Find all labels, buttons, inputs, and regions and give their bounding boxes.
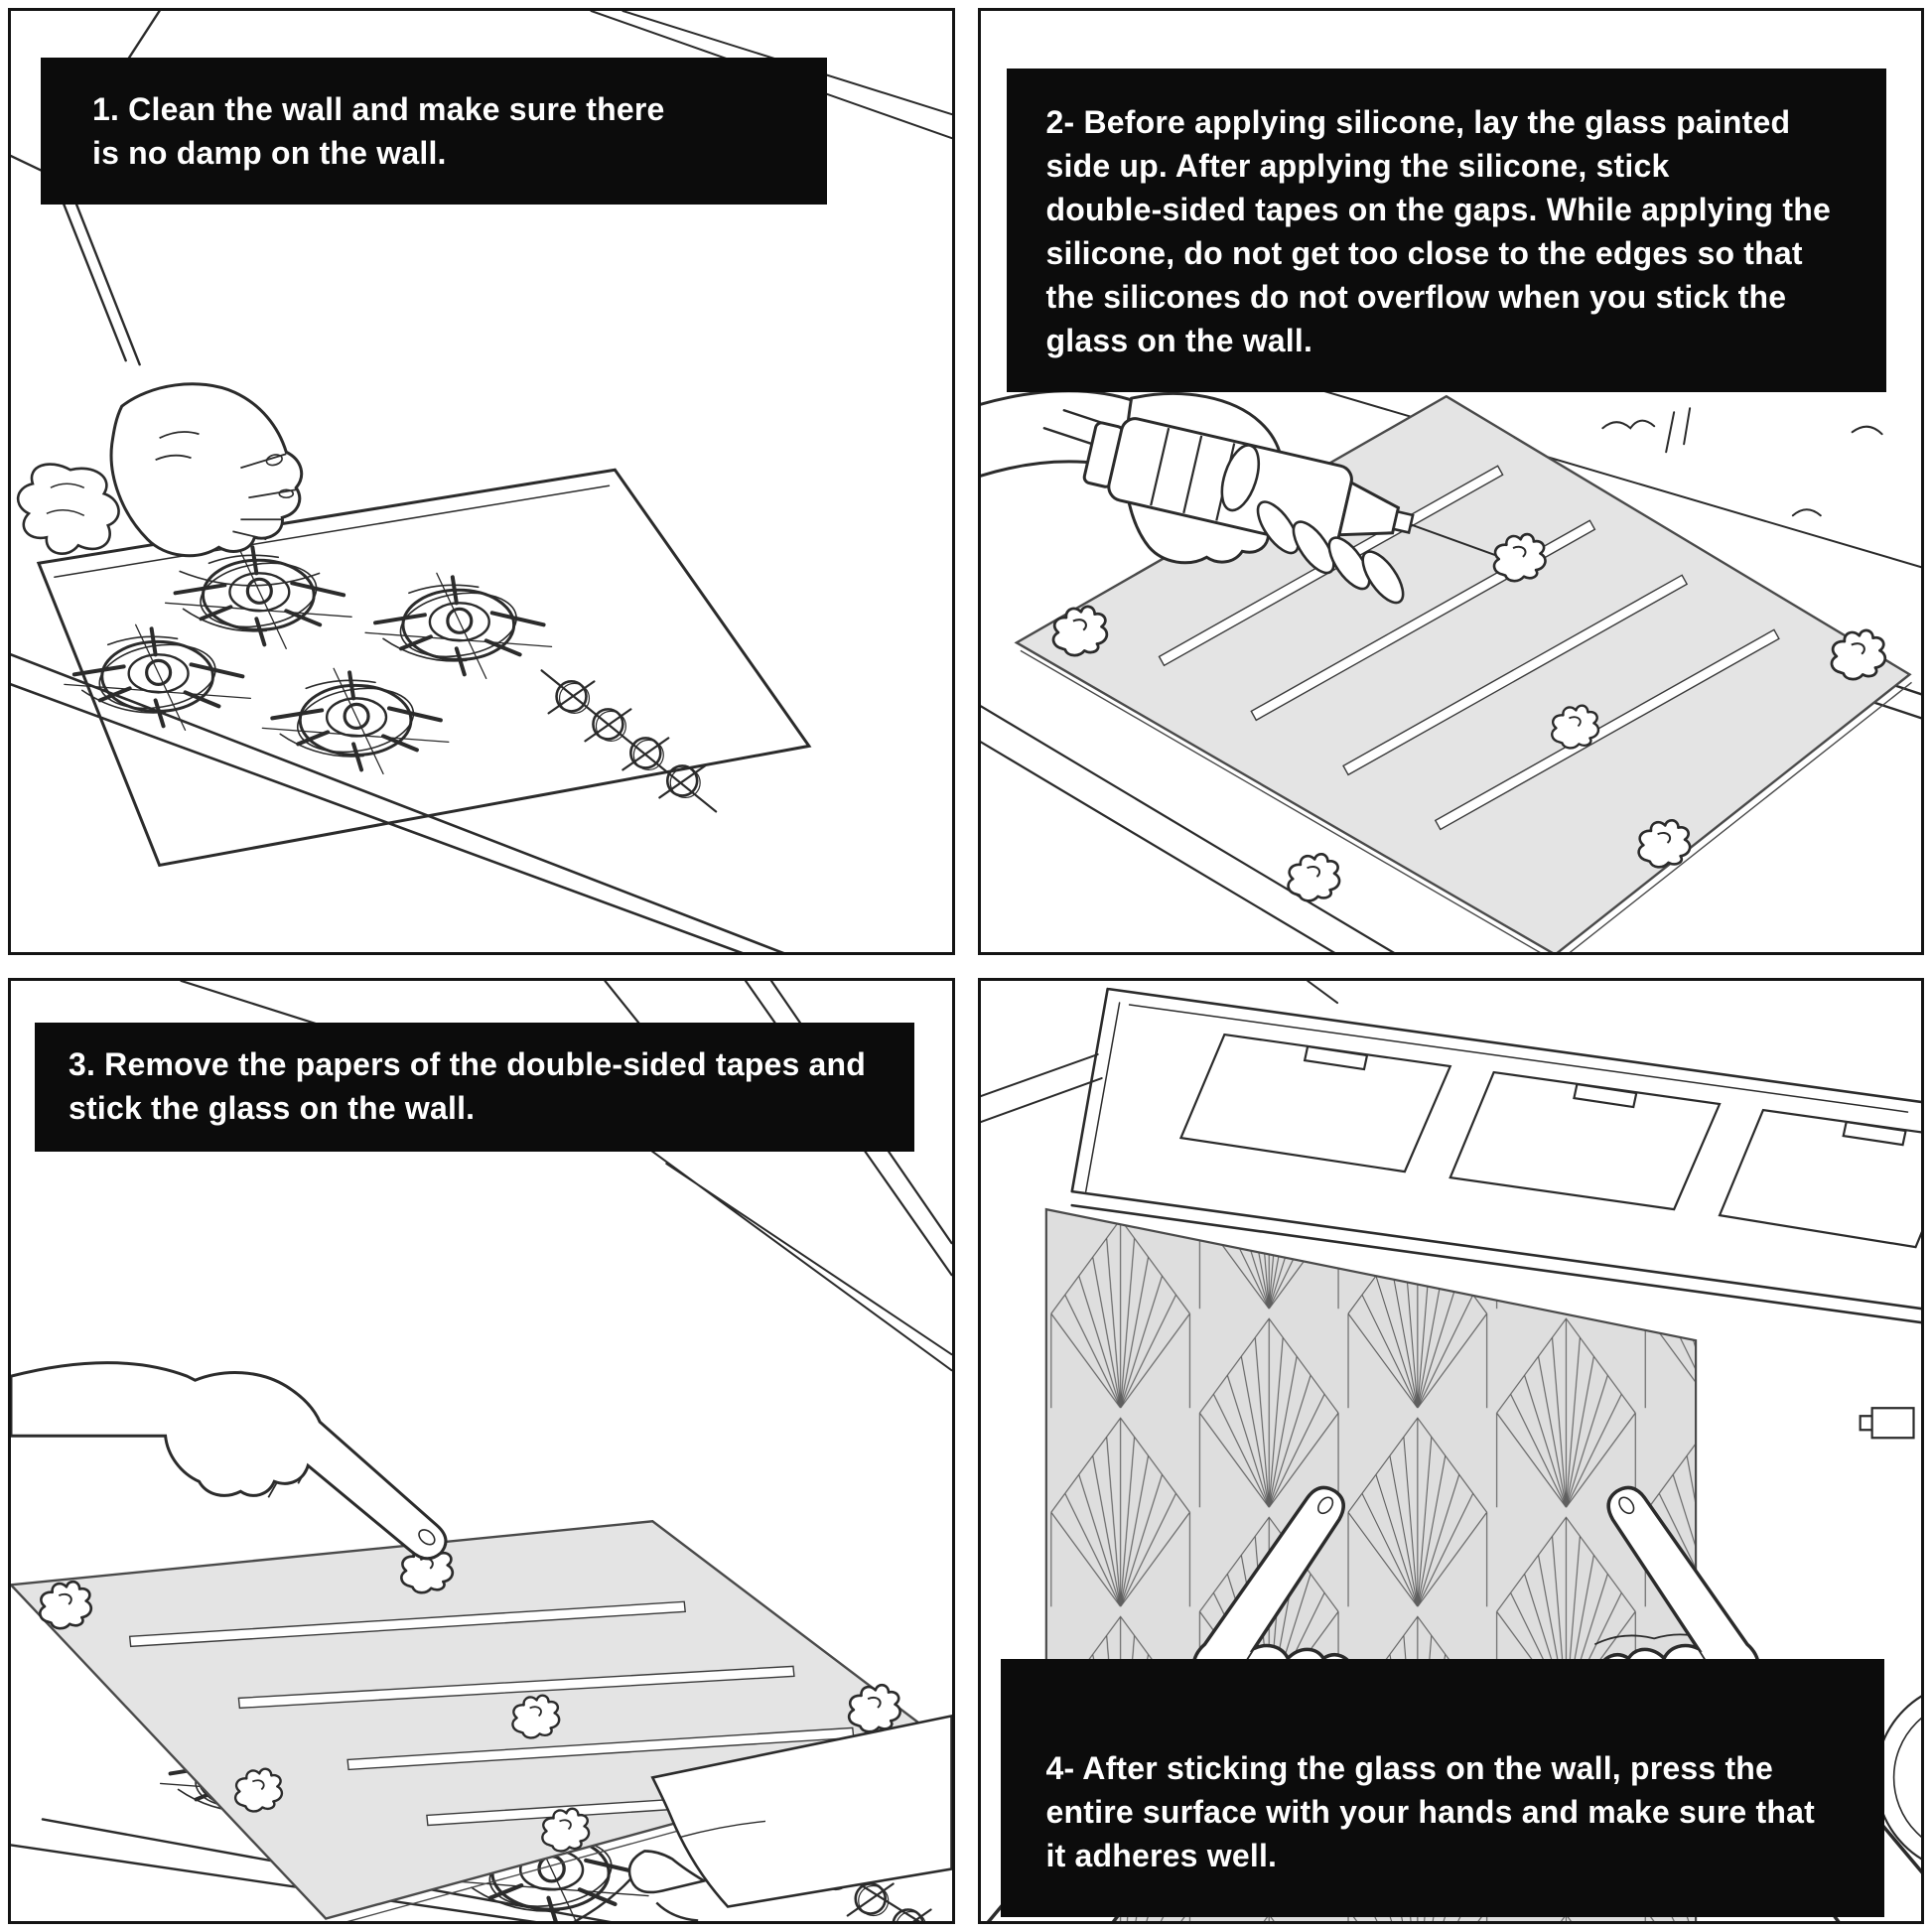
step-2-line-1: 2- Before applying silicone, lay the glass painted: [1045, 104, 1791, 140]
step-4-line-2: entire surface with your hands and make sure that: [1045, 1794, 1815, 1830]
holding-hand: [11, 1362, 446, 1558]
step-2-line-5: the silicones do not overflow when you stick the: [1045, 279, 1787, 315]
step-2-line-2: side up. After applying the silicone, stick: [1045, 148, 1670, 184]
step-2-line-4: silicone, do not get too close to the edges so that: [1045, 235, 1803, 271]
step-3-caption-box: [35, 1023, 914, 1152]
step-2-line-6: glass on the wall.: [1045, 323, 1313, 358]
panel-step-2: [978, 8, 1925, 955]
gas-stove: [11, 470, 809, 951]
step-1-line-1: 1. Clean the wall and make sure there: [92, 91, 665, 127]
panel-step-3: [8, 978, 955, 1925]
step-3-line-1: 3. Remove the papers of the double-sided tapes and: [69, 1045, 867, 1082]
panel-step-1: [8, 8, 955, 955]
step-2-caption-box: [1007, 69, 1886, 392]
step-4-line-1: 4- After sticking the glass on the wall, press the: [1045, 1750, 1774, 1786]
hood-filters: [1180, 1035, 1921, 1247]
step-2-line-3: double-sided tapes on the gaps. While applying the: [1045, 192, 1831, 227]
step-3-line-2: stick the glass on the wall.: [69, 1089, 476, 1126]
panel-step-4: [978, 978, 1925, 1925]
step-1-line-2: is no damp on the wall.: [92, 135, 447, 171]
ceiling-sketch-lines: [981, 981, 1337, 1122]
switch-outline: [1860, 1408, 1913, 1438]
step-4-caption-box: [1001, 1659, 1884, 1917]
cleaning-cloth: [18, 465, 118, 554]
step-4-line-3: it adheres well.: [1045, 1838, 1278, 1873]
step-1-caption-box: [41, 58, 827, 205]
wiping-hand: [111, 384, 320, 586]
